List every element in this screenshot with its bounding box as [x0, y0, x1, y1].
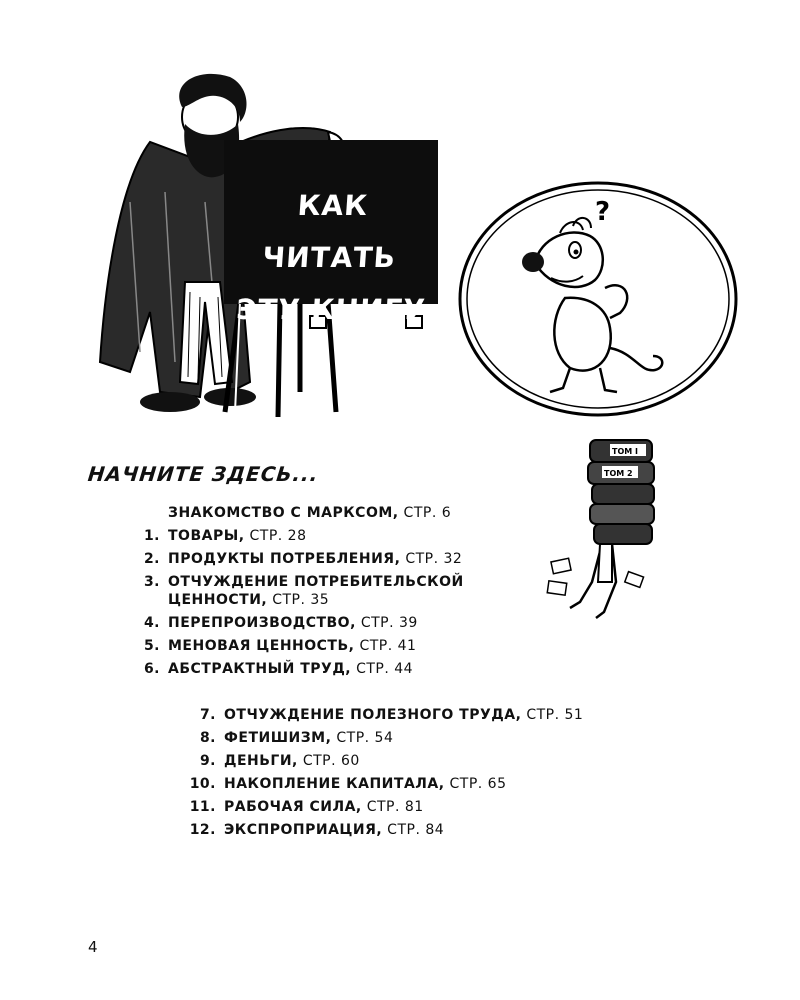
toc-entry-title: ФЕТИШИЗМ, [224, 730, 332, 746]
toc-entry-page: СТР. 65 [449, 776, 507, 792]
question-mark: ? [595, 197, 611, 227]
toc-entry-page: СТР. 41 [359, 638, 417, 654]
toc-entry-title-continued: ЦЕННОСТИ, [168, 592, 268, 608]
toc-entry-page: СТР. 81 [366, 799, 424, 815]
page-number: 4 [88, 938, 98, 956]
toc-entry-number: 8. [199, 730, 216, 746]
toc-entry-number: 11. [189, 799, 216, 815]
toc-entry-number: 12. [189, 822, 216, 838]
toc-entry-page: СТР. 35 [272, 592, 330, 608]
toc-entry-title: ОТЧУЖДЕНИЕ ПОЛЕЗНОГО ТРУДА, [224, 707, 522, 723]
toc-entry-number: 2. [143, 551, 160, 567]
toc-entry[interactable] [143, 527, 307, 545]
toc-entry[interactable] [189, 798, 424, 816]
toc-entry[interactable] [143, 660, 414, 678]
toc-entry-title: ПЕРЕПРОИЗВОДСТВО, [168, 615, 356, 631]
board-line-1: КАК ЧИТАТЬ [261, 189, 398, 274]
toc-entry[interactable] [199, 706, 584, 724]
toc-entry[interactable] [189, 821, 445, 839]
section-heading: НАЧНИТЕ ЗДЕСЬ... [86, 462, 320, 486]
toc-entry-title: МЕНОВАЯ ЦЕННОСТЬ, [168, 638, 355, 654]
toc-entry-title: ПРОДУКТЫ ПОТРЕБЛЕНИЯ, [168, 551, 401, 567]
toc-entry[interactable] [199, 752, 360, 770]
volume-1-label: ТОМ I [612, 447, 638, 456]
toc-entry-title: ТОВАРЫ, [168, 528, 245, 544]
toc-entry-title: ДЕНЬГИ, [224, 753, 298, 769]
dog-in-circle-illustration [455, 178, 741, 420]
toc-entry-number: 9. [199, 753, 216, 769]
toc-entry-number: 1. [143, 528, 160, 544]
toc-entry[interactable] [143, 573, 464, 609]
toc-entry-title: НАКОПЛЕНИЕ КАПИТАЛА, [224, 776, 445, 792]
toc-entry-title: РАБОЧАЯ СИЛА, [224, 799, 362, 815]
toc-entry-number: 5. [143, 638, 160, 654]
toc-entry-page: СТР. 60 [302, 753, 360, 769]
board-line-2: ЭТУ КНИГУ [235, 293, 427, 326]
books-carrier-illustration [540, 432, 660, 628]
toc-entry[interactable] [143, 614, 418, 632]
toc-entry-page: СТР. 54 [336, 730, 394, 746]
toc-entry-number: 4. [143, 615, 160, 631]
chalkboard [224, 140, 438, 326]
toc-entry-page: СТР. 32 [405, 551, 463, 567]
toc-entry[interactable] [143, 637, 417, 655]
toc-entry[interactable] [143, 550, 463, 568]
toc-entry-page: СТР. 39 [360, 615, 418, 631]
toc-entry[interactable] [189, 775, 507, 793]
toc-entry-title: АБСТРАКТНЫЙ ТРУД, [168, 661, 352, 677]
toc-entry-number: 7. [199, 707, 216, 723]
toc-entry-number: 6. [143, 661, 160, 677]
toc-entry-page: СТР. 51 [526, 707, 584, 723]
toc-entry-page: СТР. 6 [403, 505, 452, 521]
toc-entry-page: СТР. 84 [387, 822, 445, 838]
volume-2-label: ТОМ 2 [604, 469, 633, 478]
toc-entry-number: 3. [143, 574, 160, 590]
toc-entry-page: СТР. 44 [356, 661, 414, 677]
toc-entry-intro[interactable] [168, 504, 451, 522]
toc-entry-number: 10. [189, 776, 216, 792]
toc-entry[interactable] [199, 729, 394, 747]
toc-entry-title: ОТЧУЖДЕНИЕ ПОТРЕБИТЕЛЬСКОЙ [168, 574, 464, 590]
toc-entry-page: СТР. 28 [249, 528, 307, 544]
toc-entry-title: ЗНАКОМСТВО С МАРКСОМ, [168, 505, 399, 521]
toc-entry-title: ЭКСПРОПРИАЦИЯ, [224, 822, 383, 838]
